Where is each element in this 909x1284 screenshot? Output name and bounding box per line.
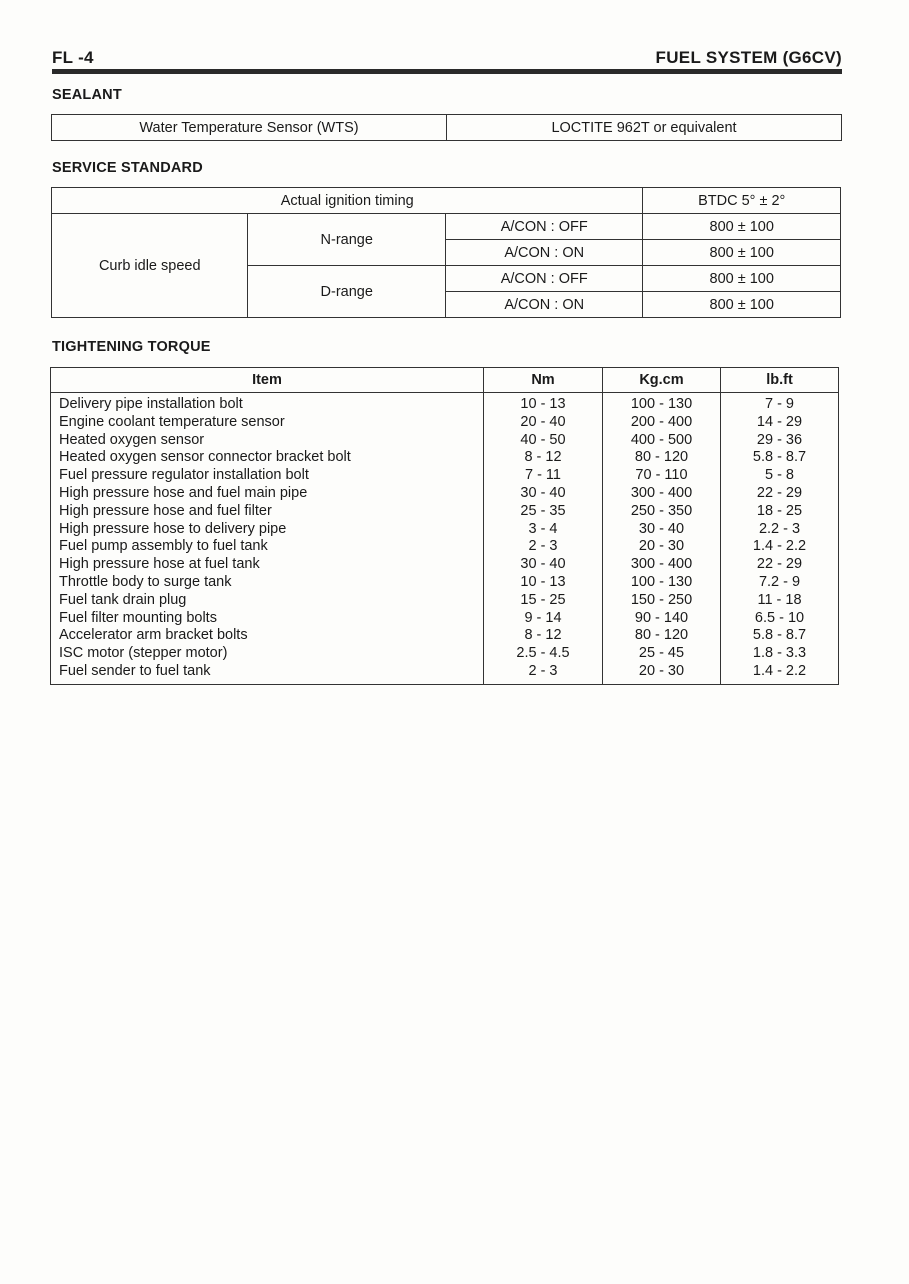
n-range-label: N-range [248, 214, 445, 266]
nm-cell: 30 - 40 [484, 485, 603, 503]
nm-cell: 2 - 3 [484, 538, 603, 556]
value-cell: 800 ± 100 [643, 292, 841, 318]
table-row [51, 645, 839, 663]
nm-cell: 25 - 35 [484, 503, 603, 521]
nm-cell: 2.5 - 4.5 [484, 645, 603, 663]
lbft-cell: 5.8 - 8.7 [721, 627, 839, 645]
nm-cell: 9 - 14 [484, 610, 603, 628]
nm-cell: 7 - 11 [484, 467, 603, 485]
table-row [51, 538, 839, 556]
kgcm-cell: 250 - 350 [603, 503, 721, 521]
item-cell: ISC motor (stepper motor) [51, 645, 484, 663]
kgcm-cell: 300 - 400 [603, 485, 721, 503]
column-header-nm: Nm [484, 368, 603, 393]
lbft-cell: 1.4 - 2.2 [721, 538, 839, 556]
section-title: FUEL SYSTEM (G6CV) [655, 48, 842, 67]
ignition-value: BTDC 5° ± 2° [643, 188, 841, 214]
item-cell: Fuel sender to fuel tank [51, 663, 484, 684]
kgcm-cell: 300 - 400 [603, 556, 721, 574]
kgcm-cell: 80 - 120 [603, 449, 721, 467]
item-cell: High pressure hose at fuel tank [51, 556, 484, 574]
table-row [51, 503, 839, 521]
condition-cell: A/CON : ON [445, 240, 643, 266]
item-cell: Heated oxygen sensor [51, 432, 484, 450]
nm-cell: 10 - 13 [484, 574, 603, 592]
lbft-cell: 5 - 8 [721, 467, 839, 485]
page-code: FL -4 [52, 48, 94, 67]
nm-cell: 10 - 13 [484, 393, 603, 414]
item-cell: Fuel pressure regulator installation bolt [51, 467, 484, 485]
table-row [52, 115, 842, 141]
table-row [51, 556, 839, 574]
table-row [52, 214, 841, 240]
table-row [51, 574, 839, 592]
kgcm-cell: 20 - 30 [603, 538, 721, 556]
service-standard-heading: SERVICE STANDARD [52, 160, 203, 176]
table-header-row [51, 368, 839, 393]
nm-cell: 20 - 40 [484, 414, 603, 432]
lbft-cell: 1.4 - 2.2 [721, 663, 839, 684]
table-row [51, 414, 839, 432]
kgcm-cell: 20 - 30 [603, 663, 721, 684]
lbft-cell: 29 - 36 [721, 432, 839, 450]
ignition-label: Actual ignition timing [52, 188, 643, 214]
value-cell: 800 ± 100 [643, 266, 841, 292]
column-header-lbft: lb.ft [721, 368, 839, 393]
kgcm-cell: 100 - 130 [603, 574, 721, 592]
table-row [51, 432, 839, 450]
column-header-item: Item [51, 368, 484, 393]
page-header [52, 46, 842, 70]
lbft-cell: 11 - 18 [721, 592, 839, 610]
item-cell: Fuel filter mounting bolts [51, 610, 484, 628]
item-cell: High pressure hose and fuel main pipe [51, 485, 484, 503]
table-row [52, 188, 841, 214]
table-row [51, 627, 839, 645]
item-cell: Throttle body to surge tank [51, 574, 484, 592]
nm-cell: 2 - 3 [484, 663, 603, 684]
item-cell: Accelerator arm bracket bolts [51, 627, 484, 645]
tightening-torque-table [50, 367, 839, 685]
value-cell: 800 ± 100 [643, 214, 841, 240]
sealant-value: LOCTITE 962T or equivalent [447, 115, 842, 141]
kgcm-cell: 90 - 140 [603, 610, 721, 628]
lbft-cell: 1.8 - 3.3 [721, 645, 839, 663]
kgcm-cell: 200 - 400 [603, 414, 721, 432]
table-row [51, 610, 839, 628]
lbft-cell: 22 - 29 [721, 485, 839, 503]
d-range-label: D-range [248, 266, 445, 318]
torque-table-body [51, 393, 839, 685]
lbft-cell: 2.2 - 3 [721, 521, 839, 539]
table-row [51, 663, 839, 684]
lbft-cell: 18 - 25 [721, 503, 839, 521]
item-cell: Heated oxygen sensor connector bracket bolt [51, 449, 484, 467]
condition-cell: A/CON : ON [445, 292, 643, 318]
nm-cell: 3 - 4 [484, 521, 603, 539]
item-cell: High pressure hose to delivery pipe [51, 521, 484, 539]
lbft-cell: 5.8 - 8.7 [721, 449, 839, 467]
nm-cell: 40 - 50 [484, 432, 603, 450]
item-cell: High pressure hose and fuel filter [51, 503, 484, 521]
kgcm-cell: 30 - 40 [603, 521, 721, 539]
tightening-torque-heading: TIGHTENING TORQUE [52, 339, 211, 355]
item-cell: Delivery pipe installation bolt [51, 393, 484, 414]
table-row [51, 485, 839, 503]
table-row [51, 393, 839, 414]
table-row [51, 592, 839, 610]
kgcm-cell: 70 - 110 [603, 467, 721, 485]
nm-cell: 30 - 40 [484, 556, 603, 574]
kgcm-cell: 25 - 45 [603, 645, 721, 663]
nm-cell: 15 - 25 [484, 592, 603, 610]
nm-cell: 8 - 12 [484, 449, 603, 467]
condition-cell: A/CON : OFF [445, 214, 643, 240]
lbft-cell: 6.5 - 10 [721, 610, 839, 628]
kgcm-cell: 80 - 120 [603, 627, 721, 645]
table-row [51, 449, 839, 467]
item-cell: Fuel tank drain plug [51, 592, 484, 610]
lbft-cell: 22 - 29 [721, 556, 839, 574]
item-cell: Fuel pump assembly to fuel tank [51, 538, 484, 556]
lbft-cell: 14 - 29 [721, 414, 839, 432]
curb-idle-label: Curb idle speed [52, 214, 248, 318]
header-rule [52, 69, 842, 74]
sealant-heading: SEALANT [52, 87, 122, 103]
lbft-cell: 7.2 - 9 [721, 574, 839, 592]
kgcm-cell: 150 - 250 [603, 592, 721, 610]
item-cell: Engine coolant temperature sensor [51, 414, 484, 432]
service-standard-table [51, 187, 841, 318]
condition-cell: A/CON : OFF [445, 266, 643, 292]
value-cell: 800 ± 100 [643, 240, 841, 266]
kgcm-cell: 100 - 130 [603, 393, 721, 414]
table-row [51, 521, 839, 539]
nm-cell: 8 - 12 [484, 627, 603, 645]
lbft-cell: 7 - 9 [721, 393, 839, 414]
table-row [51, 467, 839, 485]
sealant-item: Water Temperature Sensor (WTS) [52, 115, 447, 141]
column-header-kgcm: Kg.cm [603, 368, 721, 393]
kgcm-cell: 400 - 500 [603, 432, 721, 450]
sealant-table [51, 114, 842, 141]
